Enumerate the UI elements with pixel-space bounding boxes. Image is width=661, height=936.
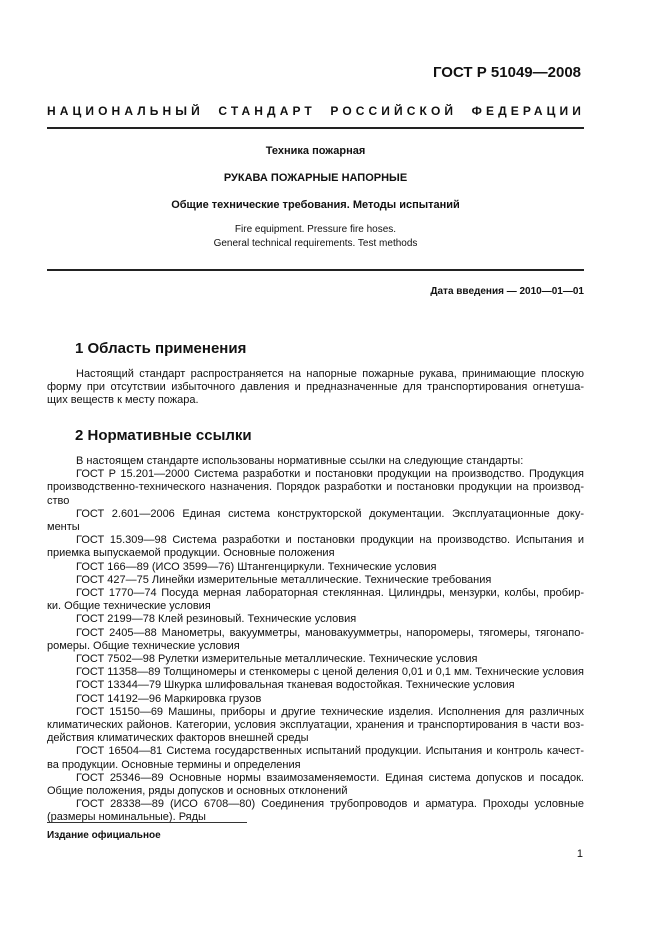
section-2-line: производственно-технического назначения. Порядок разработки и постановки продукции на производ- bbox=[47, 481, 584, 494]
section-2-line: ГОСТ 2199—78 Клей резиновый. Технические условия bbox=[76, 613, 357, 626]
footnote-divider bbox=[47, 822, 247, 823]
section-2-line: ГОСТ 25346—89 Основные нормы взаимозаменяемости. Единая система допусков и посадок. bbox=[76, 771, 584, 784]
section-2-line: Общие положения, ряды допусков и основных отклонений bbox=[47, 785, 348, 798]
section-2-line: ство bbox=[47, 494, 70, 507]
section-2-line: ва продукции. Основные термины и определения bbox=[47, 758, 301, 771]
section-2-body bbox=[47, 455, 584, 825]
section-1-heading: 1 Область применения bbox=[75, 340, 247, 357]
section-2-line: ГОСТ 15150—69 Машины, приборы и другие технические изделия. Исполнения для различных bbox=[76, 705, 584, 718]
banner-word: НАЦИОНАЛЬНЫЙ bbox=[47, 104, 204, 118]
section-2-line: ГОСТ 15.309—98 Система разработки и постановки продукции на производство. Испытания и bbox=[76, 534, 584, 547]
section-2-line: В настоящем стандарте использованы нормативные ссылки на следующие стандарты: bbox=[76, 455, 524, 467]
section-1-line: Настоящий стандарт распространяется на напорные пожарные рукава, принимающие плоскую bbox=[76, 368, 584, 380]
section-2-line: ГОСТ 13344—79 Шкурка шлифовальная тканевая водостойкая. Технические условия bbox=[76, 679, 515, 692]
section-1-line: форму при отсутствии избыточного давления и предназначенные для транспортирования огнетуша- bbox=[47, 381, 584, 394]
edition-note: Издание официальное bbox=[47, 830, 161, 841]
section-2-line: климатических районов. Категории, условия эксплуатации, хранения и транспортирования в части воз- bbox=[47, 719, 584, 732]
top-divider bbox=[47, 127, 584, 129]
national-standard-banner bbox=[47, 104, 585, 118]
section-2-line: ГОСТ 16504—81 Система государственных испытаний продукции. Испытания и контроль качест- bbox=[76, 745, 584, 758]
section-1-body bbox=[47, 368, 584, 408]
section-2-line: ГОСТ 14192—96 Маркировка грузов bbox=[76, 692, 262, 705]
section-2-line: ГОСТ 2.601—2006 Единая система конструкторской документации. Эксплуатационные доку- bbox=[76, 507, 584, 520]
title-divider bbox=[47, 269, 584, 271]
banner-word: РОССИЙСКОЙ bbox=[330, 104, 458, 118]
category-title: Техника пожарная bbox=[265, 145, 366, 157]
section-2-line: ки. Общие технические условия bbox=[47, 600, 211, 613]
section-2-line: ГОСТ 28338—89 (ИСО 6708—80) Соединения трубопроводов и арматура. Проходы условные bbox=[76, 798, 584, 811]
section-2-line: ГОСТ 11358—89 Толщиномеры и стенкомеры с ценой деления 0,01 и 0,1 мм. Технические условия bbox=[76, 666, 584, 679]
document-title: РУКАВА ПОЖАРНЫЕ НАПОРНЫЕ bbox=[223, 172, 408, 184]
section-2-line: ГОСТ 427—75 Линейки измерительные металлические. Технические требования bbox=[76, 573, 492, 586]
section-2-line: ромеры. Общие технические условия bbox=[47, 639, 240, 652]
section-2-line: ГОСТ 166—89 (ИСО 3599—76) Штангенциркули. Технические условия bbox=[76, 560, 437, 573]
section-2-line: ГОСТ Р 15.201—2000 Система разработки и постановки продукции на производство. Продукция bbox=[76, 468, 584, 481]
section-2-heading: 2 Нормативные ссылки bbox=[75, 427, 252, 444]
english-title-line-1: Fire equipment. Pressure fire hoses. bbox=[234, 224, 397, 235]
section-2-line: ГОСТ 7502—98 Рулетки измерительные металлические. Технические условия bbox=[76, 653, 478, 666]
document-subtitle: Общие технические требования. Методы испытаний bbox=[171, 199, 460, 211]
banner-word: СТАНДАРТ bbox=[218, 104, 316, 118]
section-1-line: щих веществ к месту пожара. bbox=[47, 394, 199, 407]
english-title-line-2: General technical requirements. Test methods bbox=[213, 238, 418, 249]
section-2-line: ГОСТ 2405—88 Манометры, вакуумметры, мановакуумметры, напоромеры, тягомеры, тягонапо- bbox=[76, 626, 584, 639]
gost-code: ГОСТ Р 51049—2008 bbox=[432, 64, 581, 81]
section-2-line: ГОСТ 1770—74 Посуда мерная лабораторная стеклянная. Цилиндры, мензурки, колбы, пробир- bbox=[76, 587, 584, 600]
section-2-line: (размеры номинальные). Ряды bbox=[47, 811, 206, 824]
section-2-line: приемка выпускаемой продукции. Основные положения bbox=[47, 547, 335, 560]
page-number: 1 bbox=[576, 848, 583, 860]
introduction-date: Дата введения — 2010—01—01 bbox=[430, 286, 584, 297]
section-2-line: менты bbox=[47, 521, 80, 534]
banner-word: ФЕДЕРАЦИИ bbox=[471, 104, 585, 118]
section-2-line: действия климатических факторов внешней среды bbox=[47, 732, 309, 745]
